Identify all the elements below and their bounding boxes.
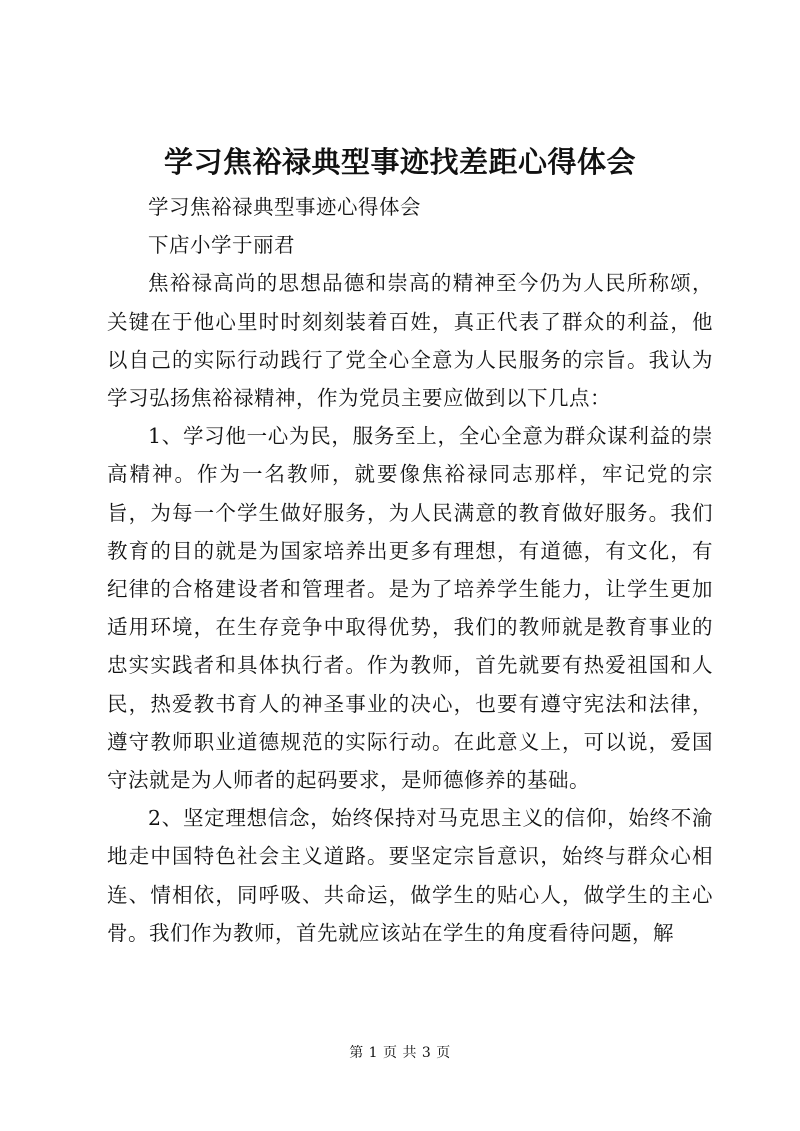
paragraph-intro: 焦裕禄高尚的思想品德和崇高的精神至今仍为人民所称颂，关键在于他心里时时刻刻装着百姓，真正代表了群众的利益，他以自己的实际行动践行了党全心全意为人民服务的宗旨。我认为学习弘扬焦裕禄精神，作为党员主要应做到以下几点： [107,271,713,411]
document-body [107,188,713,952]
paragraph-point-2: 2、坚定理想信念，始终保持对马克思主义的信仰，始终不渝地走中国特色社会主义道路。要坚定宗旨意识，始终与群众心相连、情相依，同呼吸、共命运，做学生的贴心人，做学生的主心骨。我们作为教师，首先就应该站在学生的角度看待问题，解 [107,806,713,945]
document-title: 学习焦裕禄典型事迹找差距心得体会 [163,145,636,179]
paragraph-point-1: 1、学习他一心为民，服务至上，全心全意为群众谋利益的崇高精神。作为一名教师，就要像焦裕禄同志那样，牢记党的宗旨，为每一个学生做好服务，为人民满意的教育做好服务。我们教育的目的就是为国家培养出更多有理想，有道德，有文化，有纪律的合格建设者和管理者。是为了培养学生能力，让学生更加适用环境，在生存竞争中取得优势，我们的教师就是教育事业的忠实实践者和具体执行者。作为教师，首先就要有热爱祖国和人民，热爱教书育人的神圣事业的决心，也要有遵守宪法和法律，遵守教师职业道德规范的实际行动。在此意义上，可以说，爱国守法就是为人师者的起码要求，是师德修养的基础。 [107,424,713,793]
page-footer: 第 1 页 共 3 页 [349,1045,451,1061]
document-subtitle: 学习焦裕禄典型事迹心得体会 [148,195,421,219]
document-author: 下店小学于丽君 [148,233,295,258]
